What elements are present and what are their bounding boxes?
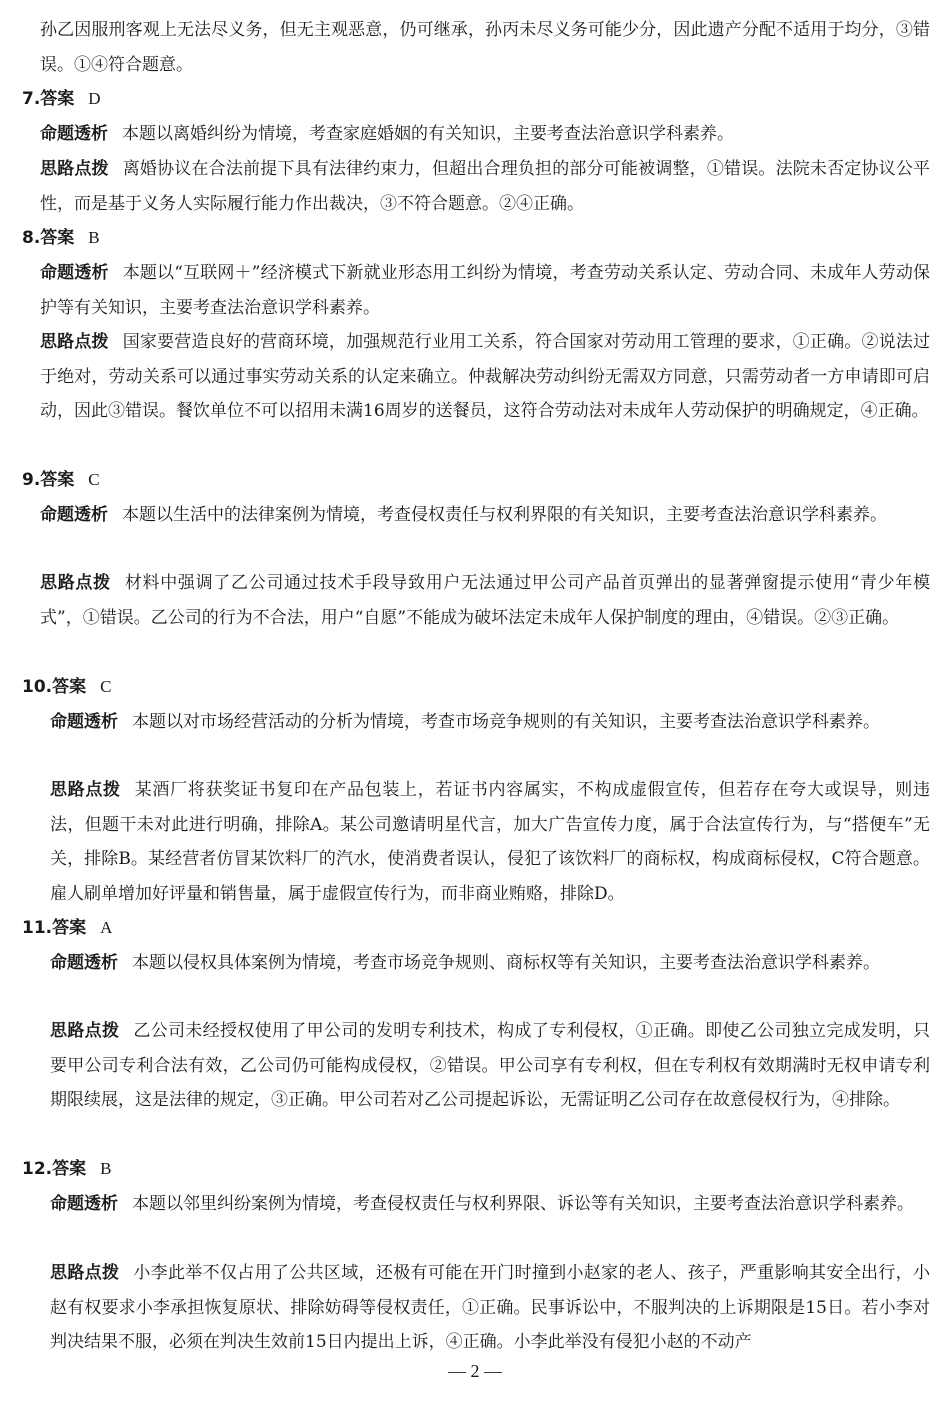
answer-value: A <box>100 918 113 937</box>
hint-label: 思路点拨 <box>40 159 109 179</box>
answer-label: 答案 <box>40 89 75 109</box>
analysis-text: 本题以邻里纠纷案例为情境，考查侵权责任与权利界限、诉讼等有关知识，主要考查法治意识学科素养。 <box>132 1194 914 1214</box>
question-12-answer-line <box>22 1152 111 1187</box>
answer-value: C <box>88 470 100 489</box>
hint-text: 某酒厂将获奖证书复印在产品包装上，若证书内容属实，不构成虚假宣传，但若存在夸大或误导，则违法，但题干未对此进行明确，排除A。某公司邀请明星代言，加大广告宣传力度，属于合法宣传行为，与“搭便车”无关，排除B。某经营者仿冒某饮料厂的汽水，使消费者误认，侵犯了该饮料厂的商标权，构成商标侵权，C符合题意。雇人刷单增加好评量和销售量，属于虚假宣传行为，而非商业贿赂，排除D。 <box>50 780 930 904</box>
question-7-hint <box>40 152 930 221</box>
question-10-analysis <box>50 705 930 740</box>
question-11-hint <box>50 1014 930 1118</box>
question-10-answer-line <box>22 670 111 705</box>
question-number: 12. <box>22 1159 53 1179</box>
answer-label: 答案 <box>40 228 75 248</box>
hint-text: 离婚协议在合法前提下具有法律约束力，但超出合理负担的部分可能被调整，①错误。法院未否定协议公平性，而是基于义务人实际履行能力作出裁决，③不符合题意。②④正确。 <box>40 159 931 214</box>
question-8-analysis <box>40 256 930 325</box>
question-number: 7. <box>22 89 41 109</box>
question-number: 10. <box>22 677 53 697</box>
answer-value: C <box>100 677 112 696</box>
question-number: 8. <box>22 228 41 248</box>
question-11-answer-line <box>22 911 112 946</box>
answer-value: D <box>88 89 101 108</box>
analysis-text: 本题以“互联网＋”经济模式下新就业形态用工纠纷为情境，考查劳动关系认定、劳动合同、未成年人劳动保护等有关知识，主要考查法治意识学科素养。 <box>40 263 931 318</box>
question-9-hint <box>40 566 930 635</box>
question-10-hint <box>50 773 930 911</box>
question-9-answer-line <box>22 463 100 498</box>
analysis-label: 命题透析 <box>50 712 118 732</box>
question-number: 9. <box>22 470 41 490</box>
question-9-analysis <box>40 498 930 533</box>
answer-label: 答案 <box>52 677 87 697</box>
analysis-text: 本题以离婚纠纷为情境，考查家庭婚姻的有关知识，主要考查法治意识学科素养。 <box>122 124 734 144</box>
analysis-label: 命题透析 <box>50 953 118 973</box>
question-7-answer-line <box>22 82 101 117</box>
answer-value: B <box>100 1159 112 1178</box>
hint-label: 思路点拨 <box>50 1263 120 1283</box>
hint-text: 乙公司未经授权使用了甲公司的发明专利技术，构成了专利侵权，①正确。即使乙公司独立完成发明，只要甲公司专利合法有效，乙公司仍可能构成侵权，②错误。甲公司享有专利权，但在专利权有效期满时无权申请专利期限续展，这是法律的规定，③正确。甲公司若对乙公司提起诉讼，无需证明乙公司存在故意侵权行为，④排除。 <box>50 1021 931 1111</box>
question-11-analysis <box>50 946 930 981</box>
analysis-text: 本题以侵权具体案例为情境，考查市场竞争规则、商标权等有关知识，主要考查法治意识学科素养。 <box>132 953 880 973</box>
hint-label: 思路点拨 <box>40 332 109 352</box>
answer-label: 答案 <box>52 1159 87 1179</box>
hint-text: 国家要营造良好的营商环境，加强规范行业用工关系，符合国家对劳动用工管理的要求，①正确。②说法过于绝对，劳动关系可以通过事实劳动关系的认定来确立。仲裁解决劳动纠纷无需双方同意，只需劳动者一方申请即可启动，因此③错误。餐饮单位不可以招用未满16周岁的送餐员，这符合劳动法对未成年人劳动保护的明确规定，④正确。 <box>40 332 931 422</box>
analysis-text: 本题以对市场经营活动的分析为情境，考查市场竞争规则的有关知识，主要考查法治意识学科素养。 <box>132 712 880 732</box>
answer-value: B <box>88 228 100 247</box>
hint-label: 思路点拨 <box>50 780 121 800</box>
question-number: 11. <box>22 918 53 938</box>
analysis-label: 命题透析 <box>40 124 108 144</box>
hint-label: 思路点拨 <box>50 1021 120 1041</box>
hint-label: 思路点拨 <box>40 573 111 593</box>
hint-text: 材料中强调了乙公司通过技术手段导致用户无法通过甲公司产品首页弹出的显著弹窗提示使用“青少年模式”，①错误。乙公司的行为不合法，用户“自愿”不能成为破坏法定未成年人保护制度的理由，④错误。②③正确。 <box>40 573 930 628</box>
answer-label: 答案 <box>52 918 87 938</box>
question-12-hint <box>50 1256 930 1360</box>
page-number: — 2 — <box>448 1361 502 1381</box>
analysis-label: 命题透析 <box>40 505 108 525</box>
question-8-hint <box>40 325 930 429</box>
question-8-answer-line <box>22 221 100 256</box>
hint-text: 小李此举不仅占用了公共区域，还极有可能在开门时撞到小赵家的老人、孩子，严重影响其安全出行，小赵有权要求小李承担恢复原状、排除妨碍等侵权责任，①正确。民事诉讼中，不服判决的上诉期限是15日。若小李对判决结果不服，必须在判决生效前15日内提出上诉，④正确。小李此举没有侵犯小赵的不动产 <box>50 1263 931 1353</box>
analysis-label: 命题透析 <box>40 263 109 283</box>
question-12-analysis <box>50 1187 930 1222</box>
question-7-analysis <box>40 117 930 152</box>
intro-paragraph: 孙乙因服刑客观上无法尽义务，但无主观恶意，仍可继承，孙丙未尽义务可能少分，因此遗产分配不适用于均分，③错误。①④符合题意。 <box>40 20 930 75</box>
analysis-label: 命题透析 <box>50 1194 118 1214</box>
analysis-text: 本题以生活中的法律案例为情境，考查侵权责任与权利界限的有关知识，主要考查法治意识学科素养。 <box>122 505 887 525</box>
answer-label: 答案 <box>40 470 75 490</box>
